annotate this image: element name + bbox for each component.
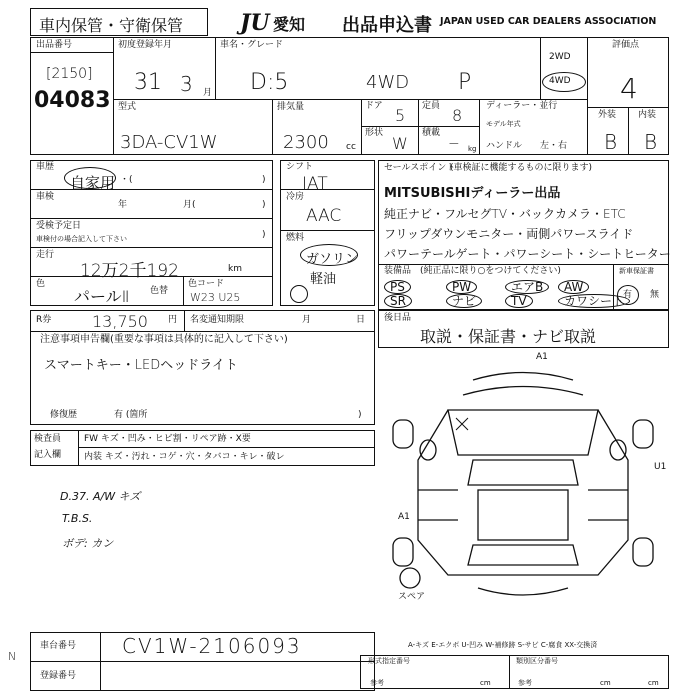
type-ref-label: 参考 bbox=[370, 679, 384, 687]
fuel-circle bbox=[300, 244, 358, 266]
storage-label: 車内保管・守衛保管 bbox=[39, 16, 184, 35]
repair-history-close: ) bbox=[358, 410, 362, 420]
first-reg-label: 初度登録年月 bbox=[118, 40, 173, 50]
exterior-grade: B bbox=[604, 130, 618, 154]
history-opts: ・( bbox=[120, 175, 133, 185]
sales-line-2: フリップダウンモニター・両側パワースライド bbox=[384, 227, 634, 241]
memo-3: ボデ: カン bbox=[62, 537, 114, 550]
type-cm: cm bbox=[480, 679, 491, 687]
fuel-value-2: 軽油 bbox=[310, 272, 337, 287]
doors-value: 5 bbox=[395, 106, 406, 125]
handle-options: 左・右 bbox=[540, 141, 568, 151]
fuel-label: 燃料 bbox=[286, 233, 305, 243]
load-label: 積載 bbox=[422, 128, 441, 138]
kg-unit: kg bbox=[468, 145, 477, 153]
warranty-no: 無 bbox=[650, 290, 660, 300]
type-designation-label: 形式指定番号 bbox=[368, 657, 410, 665]
registration-label: 登録番号 bbox=[40, 671, 77, 681]
lot-number: 04083 bbox=[34, 88, 111, 113]
equipment-item: エアB bbox=[505, 280, 549, 294]
color-change-label: 色替 bbox=[150, 286, 169, 296]
equipment-note: (純正品に限り○をつけてください) bbox=[420, 266, 561, 276]
notes-box bbox=[30, 331, 375, 425]
diag-mark-a1-top: A1 bbox=[536, 352, 548, 362]
model-code-value: 3DA-CV1W bbox=[120, 132, 218, 153]
warranty-yes: 有 bbox=[623, 290, 633, 300]
repair-history-label: 修復歴 bbox=[50, 410, 78, 420]
fourwd-label: 4WD bbox=[549, 76, 571, 86]
capacity-label: 定員 bbox=[422, 101, 441, 111]
storage-box bbox=[30, 8, 208, 36]
ju-logo-text: JU bbox=[240, 10, 270, 36]
shift-label: シフト bbox=[286, 162, 314, 172]
registration-box bbox=[30, 661, 375, 691]
mitsubishi-stamp: MITSUBISHIディーラー出品 bbox=[384, 186, 561, 201]
km-unit: km bbox=[228, 264, 242, 274]
damage-legend: A-キズ E-エクボ U-凹み W-補修跡 S-サビ C-腐食 XX-交換済 bbox=[408, 641, 598, 649]
model-name: D:5 bbox=[250, 70, 289, 95]
color-value: パールⅡ bbox=[74, 287, 130, 306]
recycle-yen: 円 bbox=[168, 315, 178, 325]
interior-grade: B bbox=[644, 130, 658, 154]
warranty-circle bbox=[617, 285, 639, 305]
accept-note: 車検付の場合記入して下さい bbox=[36, 235, 127, 243]
sales-line-1: 純正ナビ・フルセグTV・バックカメラ・ETC bbox=[384, 207, 626, 221]
doors-label: ドア bbox=[365, 101, 383, 111]
pref-name: 愛知 bbox=[273, 15, 306, 34]
mileage-value: 12万2千192 bbox=[80, 261, 179, 281]
car-outline bbox=[378, 350, 669, 610]
history-value: 自家用 bbox=[70, 174, 116, 192]
lot-no-label: 出品番号 bbox=[36, 40, 73, 50]
color-code-value: W23 U25 bbox=[190, 291, 241, 304]
equipment-item: カワシート bbox=[558, 294, 630, 308]
ju-logo bbox=[240, 10, 270, 36]
tax-expiry-day: 日 bbox=[356, 315, 366, 325]
capacity-value: 8 bbox=[452, 106, 463, 125]
chassis-value: CV1W-2106093 bbox=[122, 634, 302, 658]
twowd-label: 2WD bbox=[549, 52, 571, 62]
category-label: 類別区分番号 bbox=[516, 657, 558, 665]
equipment-item: ナビ bbox=[446, 294, 482, 308]
category-ref-label: 参考 bbox=[518, 679, 532, 687]
equipment-item: PW bbox=[446, 280, 477, 294]
recycle-amount: 13,750 bbox=[92, 312, 148, 331]
car-damage-diagram bbox=[378, 350, 669, 610]
rating-label: 評価点 bbox=[612, 40, 640, 50]
grade-letter: P bbox=[458, 70, 472, 95]
category-cm-2: cm bbox=[648, 679, 659, 687]
notes-header: 注意事項申告欄(重要な事項は具体的に記入して下さい) bbox=[40, 334, 288, 345]
association-name: JAPAN USED CAR DEALERS ASSOCIATION bbox=[440, 16, 657, 27]
ac-label: 冷房 bbox=[286, 192, 305, 202]
side-mark: N bbox=[8, 650, 17, 663]
exterior-label: 外装 bbox=[598, 110, 617, 120]
color-label: 色 bbox=[36, 279, 46, 289]
shaken-box bbox=[30, 189, 273, 219]
first-reg-month: 3 bbox=[180, 72, 193, 96]
first-reg-year: 31 bbox=[134, 70, 162, 95]
model-grade-label: 車名・グレード bbox=[220, 40, 284, 50]
model-code-label: 型式 bbox=[118, 102, 137, 112]
chassis-label: 車台番号 bbox=[40, 641, 77, 651]
drive-type: 4WD bbox=[366, 72, 410, 93]
displacement-label: 排気量 bbox=[277, 102, 305, 112]
fuel-value: ガソリン bbox=[306, 252, 359, 267]
memo-1: D.37. A/W キズ bbox=[60, 490, 141, 503]
equipment-item: PS bbox=[384, 280, 411, 294]
first-reg-month-unit: 月 bbox=[203, 88, 213, 98]
shape-value: W bbox=[392, 134, 408, 153]
tax-expiry-label: 名変通知期限 bbox=[190, 315, 245, 325]
load-value: − bbox=[448, 136, 460, 152]
sales-line-3: パワーテールゲート・パワーシート・シートヒーター bbox=[384, 247, 671, 261]
history-circle bbox=[64, 167, 116, 189]
shaken-month-day: 月( bbox=[183, 200, 196, 210]
lot-bracket: [2150] bbox=[46, 66, 93, 82]
displacement-value: 2300 bbox=[283, 132, 329, 153]
warranty-label: 新車保証書 bbox=[619, 267, 654, 275]
history-close: ) bbox=[262, 175, 266, 185]
equipment-item: AW bbox=[558, 280, 589, 294]
shaken-year: 年 bbox=[118, 200, 128, 210]
sales-point-note: (車検証に機能するものに限ります) bbox=[450, 163, 593, 173]
entry-label: 記入欄 bbox=[34, 450, 62, 460]
notes-line-1: スマートキー・LEDヘッドライト bbox=[44, 358, 238, 373]
rating-value: 4 bbox=[620, 72, 638, 105]
shape-label: 形状 bbox=[365, 128, 384, 138]
memo-2: T.B.S. bbox=[62, 512, 93, 525]
shift-value: IAT bbox=[302, 174, 328, 194]
equipment-item: TV bbox=[505, 294, 533, 308]
sales-point-label: セールスポイント bbox=[384, 163, 456, 173]
spare-label: スペア bbox=[398, 592, 426, 602]
color-code-label: 色コード bbox=[188, 279, 225, 289]
handle-label: ハンドル bbox=[486, 141, 523, 151]
later-docs-label: 後日品 bbox=[384, 313, 412, 323]
accept-paren: ) bbox=[262, 230, 266, 240]
dealer-label: ディーラー・並行 bbox=[486, 101, 558, 111]
recycle-label: R券 bbox=[36, 315, 52, 325]
diag-mark-a1-left: A1 bbox=[398, 512, 410, 522]
inspector-label: 検査員 bbox=[34, 434, 62, 444]
shaken-label: 車検 bbox=[36, 192, 55, 202]
equipment-item: SR bbox=[384, 294, 412, 308]
mileage-label: 走行 bbox=[36, 250, 55, 260]
ac-value: AAC bbox=[306, 206, 342, 226]
history-label: 車歴 bbox=[36, 162, 55, 172]
interior-label: 内装 bbox=[638, 110, 657, 120]
later-docs-value: 取説・保証書・ナビ取説 bbox=[420, 327, 597, 346]
category-cm: cm bbox=[600, 679, 611, 687]
form-title: 出品申込書 bbox=[342, 15, 432, 36]
diag-mark-u1: U1 bbox=[654, 462, 667, 472]
repair-history-opts: 有 (箇所 bbox=[114, 410, 148, 420]
accept-label: 受検予定日 bbox=[36, 221, 82, 231]
inspection-line-1: FW キズ・凹み・ヒビ割・リペア跡・X要 bbox=[84, 434, 251, 444]
fuel-circle-2 bbox=[290, 285, 308, 303]
inspection-line-2: 内装 キズ・汚れ・コゲ・穴・タバコ・キレ・破レ bbox=[84, 452, 285, 462]
model-year-label: モデル年式 bbox=[486, 120, 521, 128]
equipment-label: 装備品 bbox=[384, 266, 412, 276]
cc-unit: cc bbox=[346, 142, 356, 152]
shaken-close: ) bbox=[262, 200, 266, 210]
tax-expiry-month: 月 bbox=[302, 315, 312, 325]
